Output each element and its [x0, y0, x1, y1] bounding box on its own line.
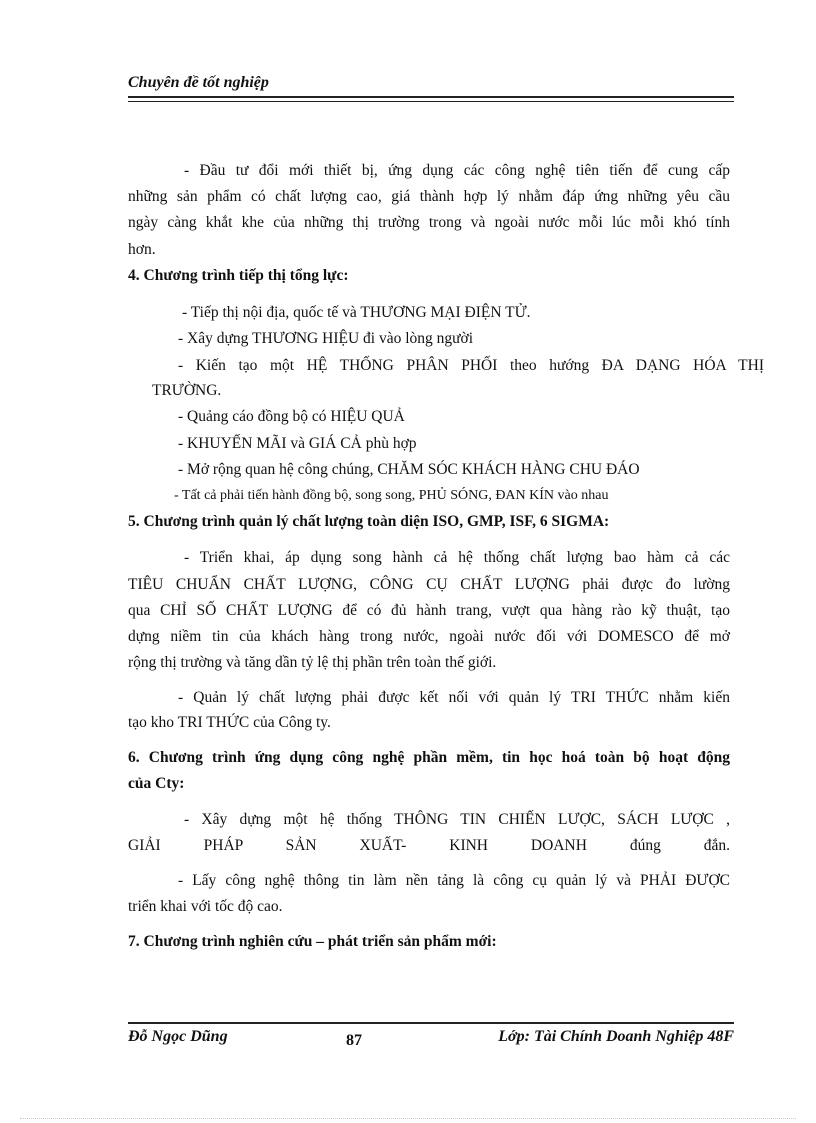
paragraph-line: qua CHỈ SỐ CHẤT LƯỢNG để có đủ hành trang, vượt qua hàng rào kỹ thuật, tạo	[128, 602, 730, 619]
paragraph-line: hơn.	[128, 241, 156, 258]
paragraph-line: triển khai với tốc độ cao.	[128, 898, 283, 915]
paragraph-line: dựng niềm tin của khách hàng trong nước, ngoài nước đối với DOMESCO để mở	[128, 628, 730, 645]
list-item: - Mở rộng quan hệ công chúng, CHĂM SÓC KHÁCH HÀNG CHU ĐÁO	[178, 461, 640, 478]
list-item: - KHUYẾN MÃI và GIÁ CẢ phù hợp	[178, 435, 417, 452]
paragraph-line: rộng thị trường và tăng dần tỷ lệ thị phần trên toàn thế giới.	[128, 654, 497, 671]
footer-rule	[128, 1022, 734, 1024]
list-item: - Xây dựng THƯƠNG HIỆU đi vào lòng người	[178, 330, 474, 347]
paragraph-line: những sản phẩm có chất lượng cao, giá thành hợp lý nhằm đáp ứng những yêu cầu	[128, 188, 730, 205]
list-item: - Tiếp thị nội địa, quốc tế và THƯƠNG MẠI ĐIỆN TỬ.	[182, 304, 531, 321]
paragraph-line: - Xây dựng một hệ thống THÔNG TIN CHIẾN LƯỢC, SÁCH LƯỢC ,	[184, 811, 730, 828]
list-item: - Tất cả phải tiến hành đồng bộ, song song, PHỦ SÓNG, ĐAN KÍN vào nhau	[174, 488, 609, 503]
page-number: 87	[346, 1032, 362, 1049]
paragraph-line: - Lấy công nghệ thông tin làm nền tảng là công cụ quản lý và PHẢI ĐƯỢC	[178, 872, 730, 889]
footer-class-label: Lớp: Tài Chính Doanh Nghiệp 48F	[498, 1028, 734, 1045]
section-heading: 7. Chương trình nghiên cứu – phát triển sản phẩm mới:	[128, 933, 497, 950]
section-heading: của Cty:	[128, 775, 185, 792]
paragraph-line: - Đầu tư đổi mới thiết bị, ứng dụng các công nghệ tiên tiến để cung cấp	[184, 162, 730, 179]
header-rule	[128, 96, 734, 102]
paragraph-line: TIÊU CHUẨN CHẤT LƯỢNG, CÔNG CỤ CHẤT LƯỢNG phải được đo lường	[128, 576, 730, 593]
paragraph-line: ngày càng khắt khe của những thị trường trong và ngoài nước mỗi lúc mỗi khó tính	[128, 214, 730, 231]
paragraph-line: - Quản lý chất lượng phải được kết nối với quản lý TRI THỨC nhằm kiến	[178, 689, 730, 706]
list-item: - Kiến tạo một HỆ THỐNG PHÂN PHỐI theo hướng ĐA DẠNG HÓA THỊ	[178, 357, 764, 374]
paragraph-line: - Triển khai, áp dụng song hành cả hệ thống chất lượng bao hàm cả các	[184, 549, 730, 566]
running-header-title: Chuyên đề tốt nghiệp	[128, 74, 269, 91]
paragraph-line: tạo kho TRI THỨC của Công ty.	[128, 714, 331, 731]
paragraph-line: GIẢI PHÁP SẢN XUẤT- KINH DOANH đúng đắn.	[128, 837, 730, 854]
section-heading: 6. Chương trình ứng dụng công nghệ phần mềm, tin học hoá toàn bộ hoạt động	[128, 749, 730, 766]
list-item: TRƯỜNG.	[152, 382, 222, 399]
page-edge-border	[20, 1118, 796, 1119]
section-heading: 5. Chương trình quản lý chất lượng toàn diện ISO, GMP, ISF, 6 SIGMA:	[128, 513, 610, 530]
footer-author: Đỗ Ngọc Dũng	[128, 1028, 228, 1045]
list-item: - Quảng cáo đồng bộ có HIỆU QUẢ	[178, 408, 405, 425]
section-heading: 4. Chương trình tiếp thị tổng lực:	[128, 267, 349, 284]
